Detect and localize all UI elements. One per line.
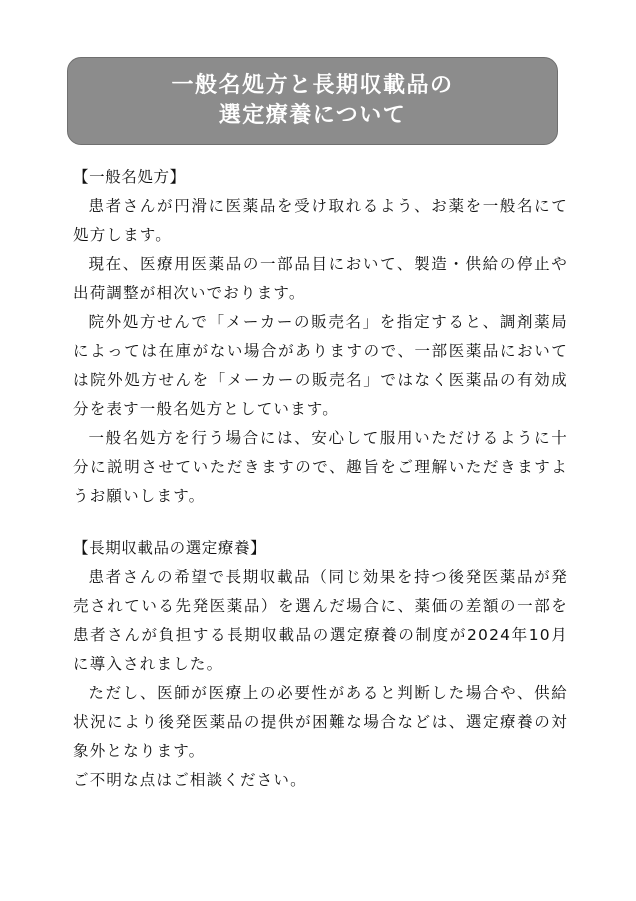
section-heading: 【長期収載品の選定療養】 <box>73 539 267 557</box>
title-banner <box>67 57 558 145</box>
paragraph: 一般名処方を行う場合には、安心して服用いただけるように十分に説明させていただきますので、趣旨をご理解いただきますようお願いします。 <box>73 429 568 505</box>
paragraph: ただし、医師が医療上の必要性があると判断した場合や、供給状況により後発医薬品の提供が困難な場合などは、選定療養の対象外となります。 <box>73 684 568 760</box>
section-generic-prescription <box>73 163 568 511</box>
section-long-listed-drugs <box>73 534 568 795</box>
title-line-1: 一般名処方と長期収載品の <box>171 73 454 98</box>
section-heading: 【一般名処方】 <box>73 168 186 186</box>
paragraph: 院外処方せんで「メーカーの販売名」を指定すると、調剤薬局によっては在庫がない場合がありますので、一部医薬品においては院外処方せんを「メーカーの販売名」ではなく医薬品の有効成分を表す一般名処方としています。 <box>73 313 568 418</box>
paragraph: 現在、医療用医薬品の一部品目において、製造・供給の停止や出荷調整が相次いでおります。 <box>73 255 568 302</box>
paragraph: 患者さんが円滑に医薬品を受け取れるよう、お薬を一般名にて処方します。 <box>73 197 568 244</box>
document-body <box>73 163 568 795</box>
paragraph: 患者さんの希望で長期収載品（同じ効果を持つ後発医薬品が発売されている先発医薬品）を選んだ場合に、薬価の差額の一部を患者さんが負担する長期収載品の選定療養の制度が2024年10月に導入されました。 <box>73 568 568 673</box>
closing-note: ご不明な点はご相談ください。 <box>73 771 307 789</box>
title-line-2: 選定療養について <box>218 103 407 128</box>
